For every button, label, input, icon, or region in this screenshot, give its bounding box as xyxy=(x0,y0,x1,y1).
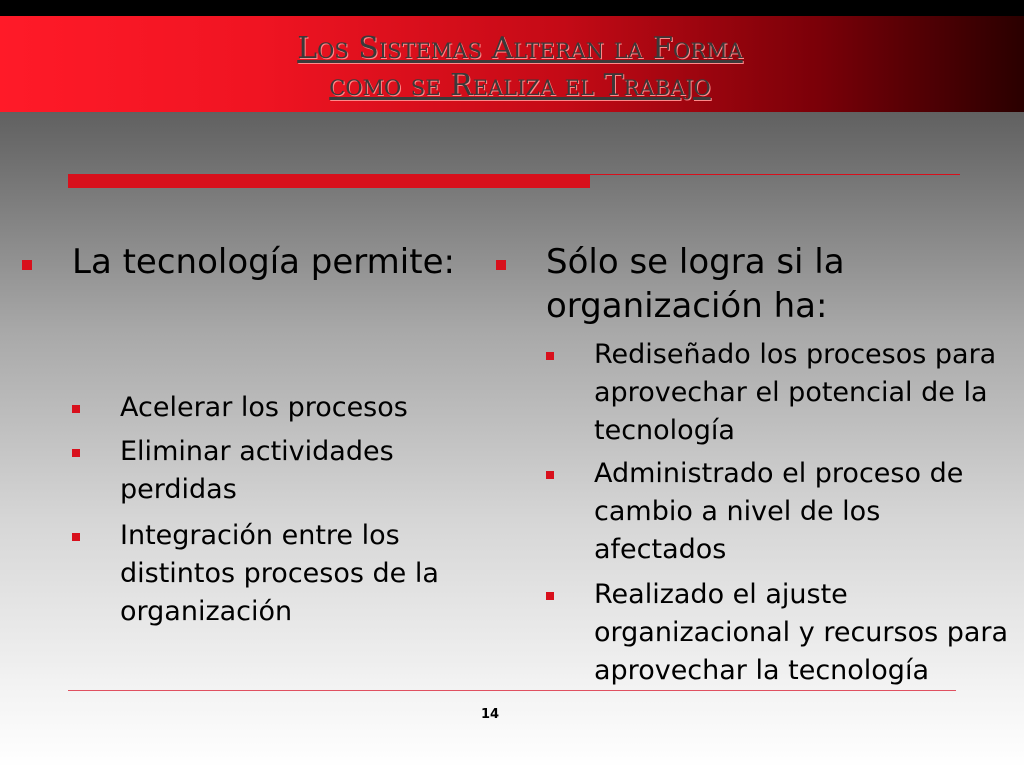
square-bullet-icon xyxy=(546,471,554,479)
left-column xyxy=(16,240,466,631)
left-list-item xyxy=(16,517,466,631)
right-item-text: Rediseñado los procesos para aprovechar el potencial de la tecnología xyxy=(594,339,997,446)
square-bullet-icon xyxy=(72,533,80,541)
right-heading-item xyxy=(490,240,1010,336)
top-black-bar xyxy=(0,0,1024,16)
left-item-text: Integración entre los distintos procesos de la organización xyxy=(120,520,439,627)
square-bullet-icon xyxy=(546,592,554,600)
right-list-item xyxy=(490,455,1010,576)
right-item-text: Realizado el ajuste organizacional y recursos para aprovechar la tecnología xyxy=(594,579,1009,686)
left-heading-item xyxy=(16,240,466,328)
square-bullet-icon xyxy=(22,260,32,270)
square-bullet-icon xyxy=(72,449,80,457)
right-list-item xyxy=(490,336,1010,455)
right-item-text: Administrado el proceso de cambio a nivel de los afectados xyxy=(594,458,964,565)
page-number: 14 xyxy=(480,707,500,722)
left-heading: La tecnología permite: xyxy=(72,242,455,282)
slide-title-line-1: Los Sistemas Alteran la Forma xyxy=(297,31,743,66)
footer-divider xyxy=(68,690,956,691)
square-bullet-icon xyxy=(546,352,554,360)
left-list-item xyxy=(16,433,466,517)
slide-title-line-2: como se Realiza el Trabajo xyxy=(329,68,711,103)
square-bullet-icon xyxy=(496,260,506,270)
left-item-text: Eliminar actividades perdidas xyxy=(120,436,394,505)
right-list-item xyxy=(490,576,1010,690)
right-column xyxy=(490,240,1010,690)
square-bullet-icon xyxy=(72,405,80,413)
slide-title xyxy=(60,30,980,104)
left-list-item xyxy=(16,389,466,433)
left-item-text: Acelerar los procesos xyxy=(120,392,408,423)
title-divider-thick xyxy=(68,175,590,188)
right-heading: Sólo se logra si la organización ha: xyxy=(546,242,845,326)
